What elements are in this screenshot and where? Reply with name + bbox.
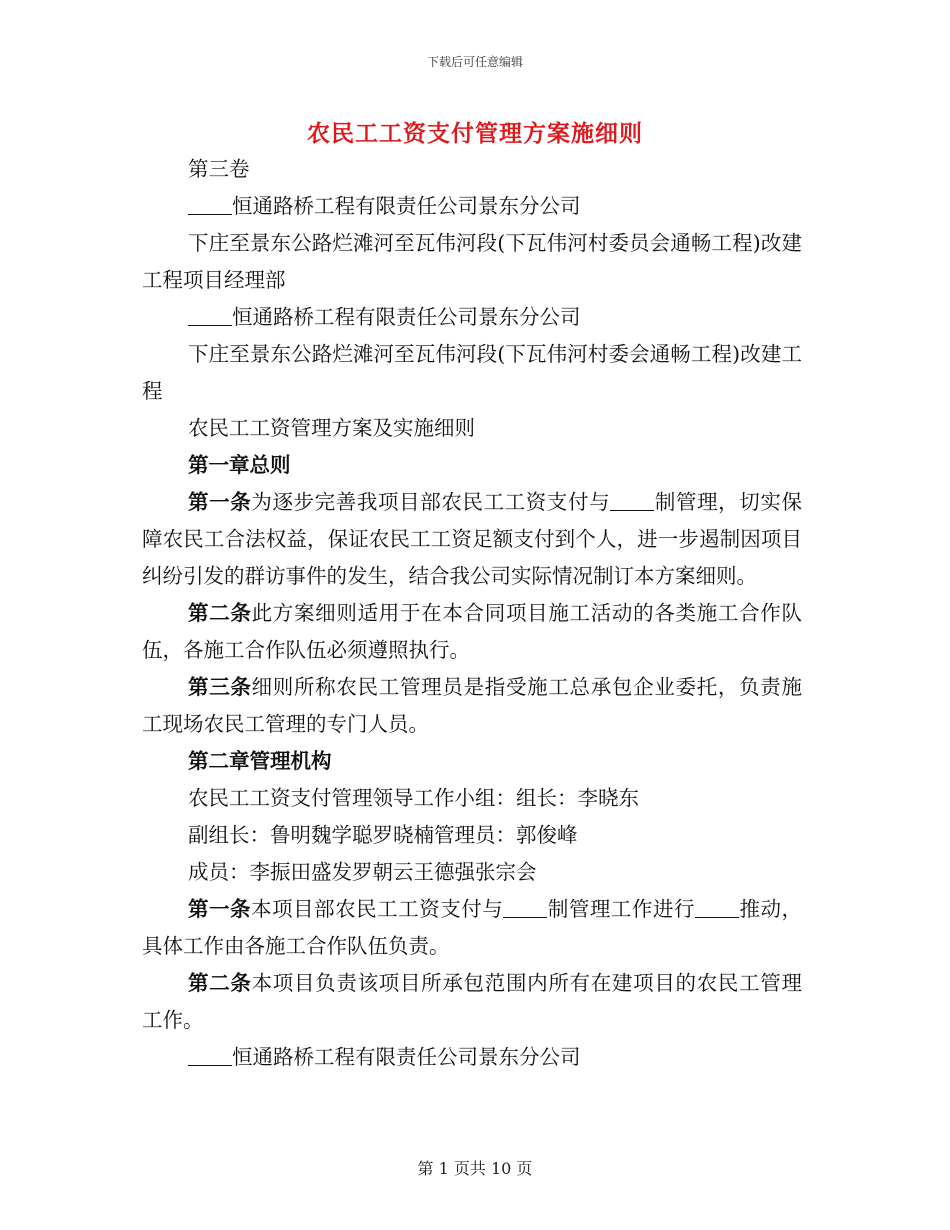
company-line: 恒通路桥工程有限责任公司景东分公司 [142, 188, 802, 225]
article-paragraph: 第二条本项目负责该项目所承包范围内所有在建项目的农民工管理工作。 [142, 971, 803, 1032]
document-body [142, 151, 802, 1076]
blank-underline [503, 897, 547, 918]
project-line: 下庄至景东公路烂滩河至瓦伟河段(下瓦伟河村委员会通畅工程)改建工程项目经理部 [142, 231, 802, 292]
company-line: 恒通路桥工程有限责任公司景东分公司 [142, 299, 802, 336]
article-label: 第二条 [188, 971, 252, 995]
plan-title: 农民工工资管理方案及实施细则 [188, 416, 475, 440]
blank-underline [188, 194, 232, 215]
chapter-heading: 第一章总则 [188, 453, 291, 477]
article-label: 第一条 [188, 490, 252, 514]
blank-underline [188, 1045, 232, 1066]
page-footer: 第 1 页共 10 页 [417, 1159, 533, 1178]
project-line: 下庄至景东公路烂滩河至瓦伟河段(下瓦伟河村委会通畅工程)改建工程 [142, 342, 802, 403]
members-line: 成员：李振田盛发罗朝云王德强张宗会 [188, 860, 537, 884]
article-label: 第二条 [188, 601, 252, 625]
article-paragraph: 第二条此方案细则适用于在本合同项目施工活动的各类施工合作队伍，各施工合作队伍必须遵照执行。 [142, 601, 803, 662]
chapter-heading: 第二章管理机构 [188, 749, 332, 773]
article-paragraph: 第一条为逐步完善我项目部农民工工资支付与 制管理，切实保障农民工合法权益，保证农民工工资足额支付到个人，进一步遏制因项目纠纷引发的群访事件的发生，结合我公司实际情况制订本方案细则。 [142, 490, 803, 588]
volume-label: 第三卷 [188, 157, 250, 181]
article-label: 第一条 [188, 897, 252, 921]
company-line: 恒通路桥工程有限责任公司景东分公司 [142, 1039, 802, 1076]
document-title: 农民工工资支付管理方案施细则 [307, 120, 643, 147]
deputy-line: 副组长：鲁明魏学聪罗晓楠管理员：郭俊峰 [188, 823, 578, 847]
blank-underline [188, 305, 232, 326]
article-paragraph: 第三条细则所称农民工管理员是指受施工总承包企业委托，负责施工现场农民工管理的专门人员。 [142, 675, 803, 736]
article-label: 第三条 [188, 675, 252, 699]
page-header: 下载后可任意编辑 [426, 55, 523, 69]
leadership-group-line: 农民工工资支付管理领导工作小组：组长：李晓东 [188, 786, 639, 810]
blank-underline [695, 897, 739, 918]
article-paragraph: 第一条本项目部农民工工资支付与 制管理工作进行 推动，具体工作由各施工合作队伍负责。 [142, 897, 803, 958]
blank-underline [610, 490, 654, 511]
